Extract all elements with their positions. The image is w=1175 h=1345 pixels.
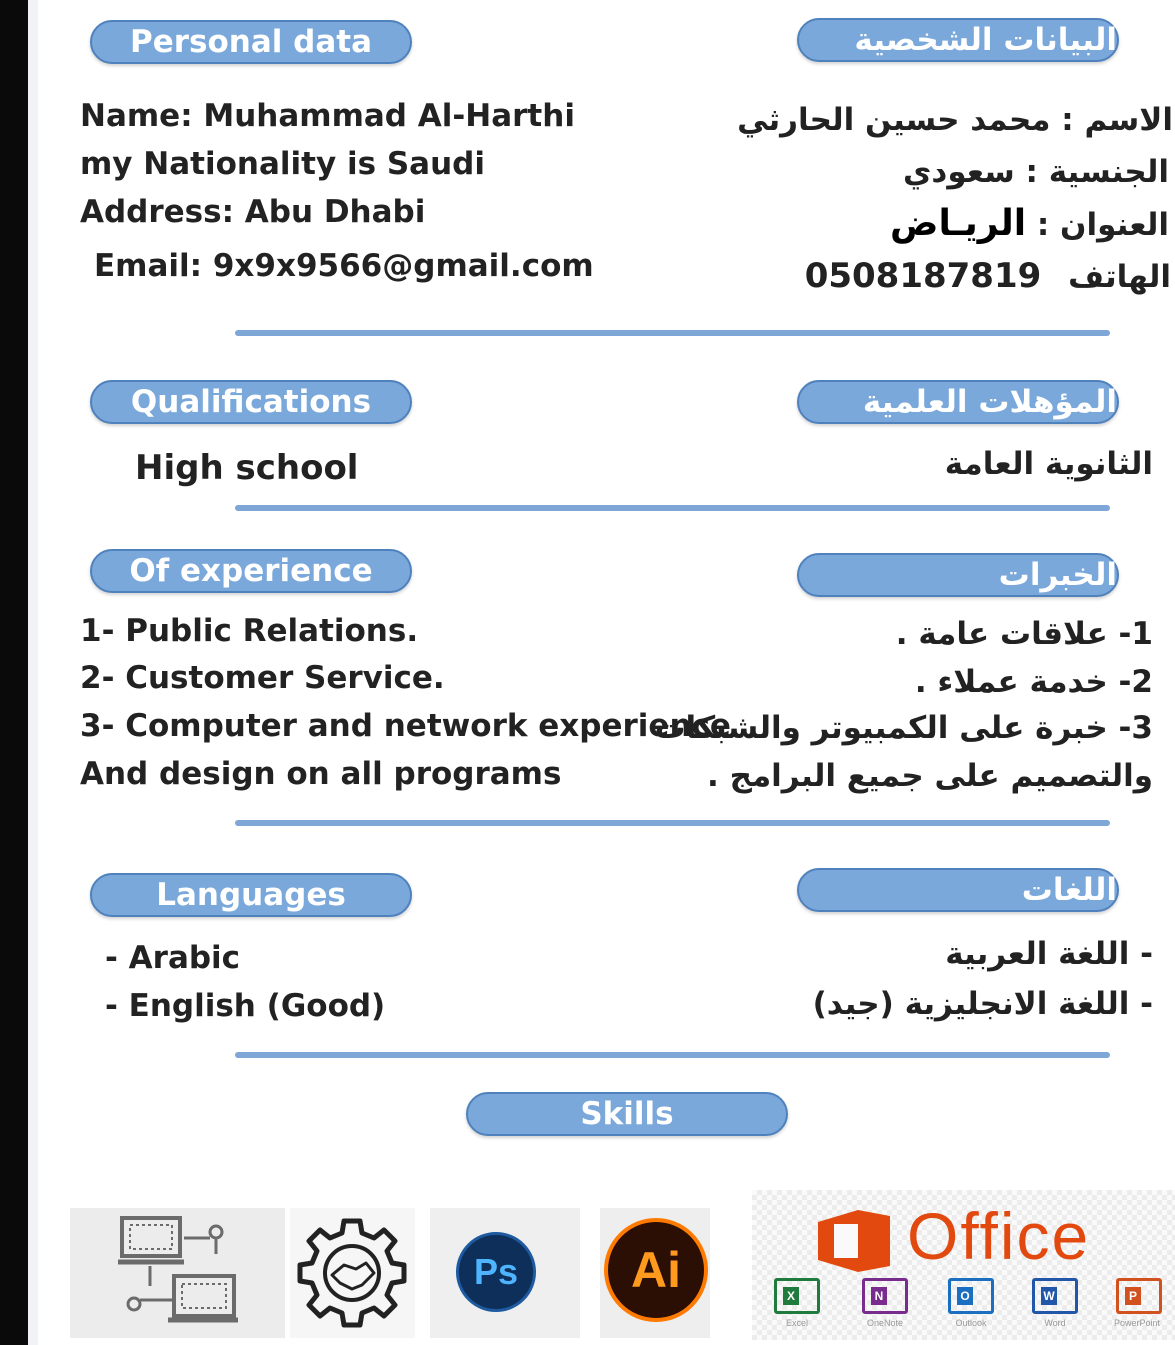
network-computers-image [70, 1208, 285, 1338]
office-logo-wrap [752, 1190, 1175, 1340]
separator-3 [235, 820, 1110, 826]
phone-value: 0508187819 [804, 256, 1042, 296]
experience-item-ar: والتصميم على جميع البرامج . [707, 758, 1153, 794]
name-en: Name: Muhammad Al-Harthi [80, 98, 575, 134]
experience-item-en: 3- Computer and network experience [80, 708, 731, 744]
left-edge-strip [28, 0, 38, 1345]
name-ar: الاسم : محمد حسين الحارثي [737, 102, 1173, 138]
separator-4 [235, 1052, 1110, 1058]
address-en: Address: Abu Dhabi [80, 194, 426, 230]
illustrator-icon: Ai [604, 1218, 708, 1322]
experience-item-ar: 2- خدمة عملاء . [914, 664, 1153, 700]
nationality-en: my Nationality is Saudi [80, 146, 485, 182]
address-label-ar: العنوان : [1036, 207, 1169, 243]
email-en: Email: 9x9x9566@gmail.com [94, 248, 594, 284]
gear-handshake-icon [290, 1208, 415, 1338]
language-item-en: - Arabic [105, 940, 241, 976]
photoshop-logo-wrap [430, 1208, 580, 1338]
address-value-ar: الريـاض [890, 203, 1027, 244]
nationality-ar: الجنسية : سعودي [903, 154, 1169, 190]
phone-ar [805, 256, 1171, 297]
network-icon [70, 1208, 285, 1338]
phone-label-ar: الهاتف [1068, 259, 1171, 295]
qualifications-heading-en: Qualifications [90, 380, 412, 424]
office-wordmark: Office [907, 1199, 1091, 1273]
outlook-icon: O [948, 1278, 994, 1314]
experience-item-ar: 1- علاقات عامة . [895, 616, 1153, 652]
personal-data-heading-ar: البيانات الشخصية [797, 18, 1119, 62]
separator-2 [235, 505, 1110, 511]
qualification-en: High school [135, 448, 359, 488]
photoshop-icon: Ps [456, 1232, 536, 1312]
skills-heading: Skills [466, 1092, 788, 1136]
personal-data-heading-en: Personal data [90, 20, 412, 64]
excel-icon: X [774, 1278, 820, 1314]
language-item-ar: - اللغة العربية [945, 936, 1153, 972]
powerpoint-icon: P [1116, 1278, 1162, 1314]
onenote-icon: N [862, 1278, 908, 1314]
address-ar [890, 204, 1169, 245]
languages-heading-ar: اللغات [797, 868, 1119, 912]
powerpoint-label: PowerPoint [1113, 1318, 1161, 1328]
experience-item-en: And design on all programs [80, 756, 562, 792]
word-label: Word [1044, 1318, 1066, 1328]
excel-label: Excel [785, 1318, 808, 1328]
languages-heading-en: Languages [90, 873, 412, 917]
qualifications-heading-ar: المؤهلات العلمية [797, 380, 1119, 424]
left-edge-border [0, 0, 28, 1345]
illustrator-logo-wrap [600, 1208, 710, 1338]
qualification-ar: الثانوية العامة [944, 446, 1153, 482]
gear-handshake-image [290, 1208, 415, 1338]
onenote-label: OneNote [866, 1318, 904, 1328]
word-icon: W [1032, 1278, 1078, 1314]
experience-item-en: 1- Public Relations. [80, 613, 419, 649]
separator-1 [235, 330, 1110, 336]
language-item-en: - English (Good) [105, 988, 386, 1024]
outlook-label: Outlook [955, 1318, 987, 1328]
language-item-ar: - اللغة الانجليزية (جيد) [812, 986, 1153, 1022]
experience-item-ar: 3- خبرة على الكمبيوتر والشبكات [654, 710, 1153, 746]
office-icon [814, 1208, 894, 1274]
experience-heading-ar: الخبرات [797, 553, 1119, 597]
experience-heading-en: Of experience [90, 549, 412, 593]
experience-item-en: 2- Customer Service. [80, 660, 445, 696]
